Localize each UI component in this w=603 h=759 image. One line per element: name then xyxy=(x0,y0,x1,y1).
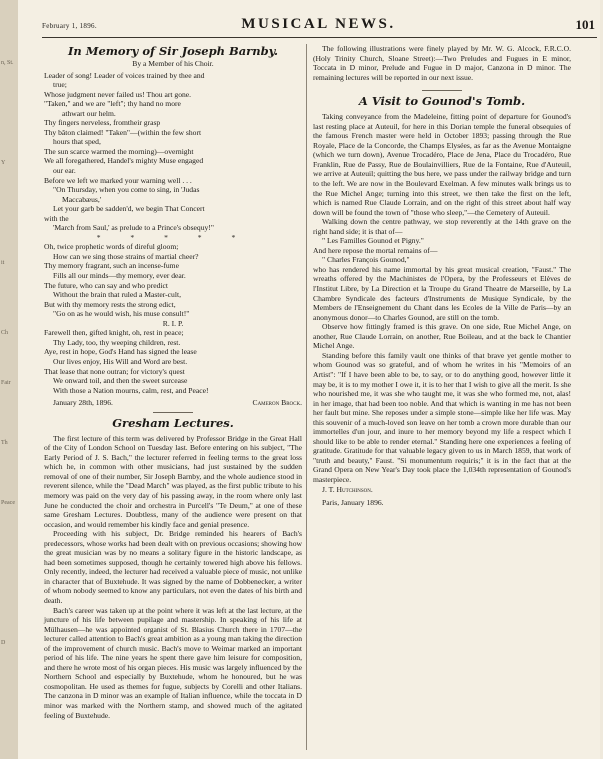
poem-line: "Taken," and we are "left"; thy hand no more xyxy=(44,99,181,109)
memoriam-byline: By a Member of his Choir. xyxy=(132,59,214,68)
poem-line: athwart our helm. xyxy=(62,108,116,118)
memoriam-heading: In Memory of Sir Joseph Barnby. xyxy=(67,44,279,58)
header-date: February 1, 1896. xyxy=(42,22,97,30)
poem-line: Whose judgment never failed us! Thou art gone. xyxy=(44,89,192,99)
gounod-paragraph: Walking down the centre pathway, we stop reverently at the 14th grave on the right hand side; it is that of— xyxy=(313,217,571,236)
poem-line: Thy memory fragrant, such an incense-fume xyxy=(44,261,179,271)
poem-line: The future, who can say and who predict xyxy=(44,280,168,290)
poem-line: We onward toil, and then the sweet surcease xyxy=(53,376,188,386)
gounod-heading: A Visit to Gounod's Tomb. xyxy=(358,94,526,109)
memoriam-signature xyxy=(44,398,302,408)
gounod-paragraph: And here repose the mortal remains of— xyxy=(313,245,438,255)
poem-line: Maccabæus,' xyxy=(62,194,102,204)
poem-line: "Go on as he would wish, his muse consult!" xyxy=(53,309,190,319)
poem-line: Let your garb be sadden'd, we begin That Concert xyxy=(53,204,205,214)
masthead-title: MUSICAL NEWS. xyxy=(241,16,396,32)
gounod-dateline: Paris, January 1896. xyxy=(322,498,384,508)
left-column xyxy=(44,44,302,720)
gresham-paragraph: The first lecture of this term was delivered by Professor Bridge in the Great Hall of the City of London School on Tuesday last. Before entering on his subject, "The Early Period of J. S. Bach," the lecturer referred in feeling terms to the great loss which he, in common with other musicians, had just sustained by the sudden removal of one of their number, Sir Joseph Barnby, and the whole audience stood in reverent silence, while the "Dead March" was played, as the first public tribute to his memory was paid on the very day of his passing away, in the room where only last June he conducted the choir and orchestra in Purcell's "Te Deum," at one of these same Gresham Lectures. Doubtless, many of the audience were present on that occasion, and would remember his kindly face and genial presence. xyxy=(44,433,302,529)
header-rule xyxy=(42,37,597,38)
gounod-quote: " Charles François Gounod," xyxy=(322,255,410,265)
poem-line: Thy Lady, too, thy weeping children, rest. xyxy=(53,337,181,347)
page-header xyxy=(42,16,595,34)
poem-line: Before we left we marked your warning well . . . xyxy=(44,175,192,185)
section-stars: * * * * * xyxy=(96,232,250,242)
gutter-fragment: Peace xyxy=(1,500,15,506)
poem-line: our ear. xyxy=(53,166,76,176)
gresham-heading: Gresham Lectures. xyxy=(112,415,234,430)
gresham-paragraph: The following illustrations were finely played by Mr. W. G. Alcock, F.R.C.O. (Holy Trinity Church, Sloane Street):—Two Preludes and Fugues in E minor, Toccata in D minor, Prelude and Fugue in D major, Canzona in D minor. The remaining lectures will be reported in our next issue. xyxy=(313,44,571,82)
poem-line: How can we sing those strains of martial cheer? xyxy=(53,251,199,261)
poem-line: Aye, rest in hope, God's Hand has signed the lease xyxy=(44,347,197,357)
gutter-fragment: Ch xyxy=(1,330,9,336)
poem-line: true; xyxy=(53,80,67,90)
gresham-paragraph: Proceeding with his subject, Dr. Bridge reminded his hearers of Bach's predecessors, whose works had been dealt with on previous occasions; showing how the great musician was by no means a solitary figure in the historic landscape, as had been sometimes supposed, though he certainly towered high above his fellows. Only recently, indeed, the lecturer had received a valuable piece of music, not unlike in character that of Buxtehude. It was signed by the name of Dobbenecker, a writer of whom nobody seemed to know any particulars, not even the dates of his birth and death. xyxy=(44,529,302,605)
rip-line: R. I. P. xyxy=(162,318,184,328)
poem-line: Thy fingers nerveless, fromtheir grasp xyxy=(44,118,161,128)
poem-line: We all foregathered, Handel's mighty Muse engaged xyxy=(44,156,204,166)
gutter-fragment: Th xyxy=(1,440,8,446)
gresham-article xyxy=(44,434,302,720)
poem-line: Oh, twice prophetic words of direful gloom; xyxy=(44,242,179,252)
column-divider xyxy=(306,44,307,750)
gutter-fragment: Fair xyxy=(1,380,11,386)
gounod-paragraph: who has rendered his name immortal by his great musical creation, "Faust." The wreaths offered by the Machinistes de l'Opera, by the Professeurs et Elèves de l'Institut Libre, by La Direction et la Troupe du Grand Theatre de Marseille, by La Chambre Syndicale des facteurs d'Instruments de Musique Syndicale, by the Members de l'Enseignement du Chant dans les Ecoles de la Ville de Paris—by an anonymous donor—to Charles Gounod, are still on the tomb. xyxy=(313,264,571,322)
gounod-quote: " Les Familles Gounod et Pigny." xyxy=(322,236,424,246)
poem-line: Leader of song! Leader of voices trained by thee and xyxy=(44,70,205,80)
page-number: 101 xyxy=(575,17,595,32)
gounod-paragraph: Observe how fittingly framed is this grave. On one side, Rue Michel Ange, on another, Rue Claude Lorrain, on another, Rue Boileau, and at the back le Chantier Michel Ange. xyxy=(313,322,571,351)
gresham-paragraph: Bach's career was taken up at the point where it was left at the last lecture, at the juncture of his life between pupilage and mastership. In speaking of his life at Mülhausen—he was appointed organist of St. Blasius Church there in 1707—the lecturer called attention to Bach's great ambition as a young man taking the direction of the improvement of church music. Bach's move to Weimar marked an important period of his life. The nine years he spent there gave him leisure for composition, and there he wrote most of his organ pieces. His music was largely influenced by the Northern School and especially by Buxtehude, whom he honoured, but he was cosmopolitan. He used as themes for fugue, subjects by Corelli and other Italians. The canzona in D minor was an example of Italian influence, while the toccata in D minor was marked with the Northern stamp, and showed much of the agitated feeling of Buxtehude. xyxy=(44,605,302,720)
poem-line: Fills all our minds—thy memory, ever dear. xyxy=(53,271,186,281)
gutter-fragment: n, St. xyxy=(1,60,14,66)
gounod-author: J. T. Hutchinson. xyxy=(322,484,373,494)
poem-line: Farewell then, gifted knight, oh, rest in peace; xyxy=(44,328,184,338)
poem-line: Without the brain that ruled a Master-cult, xyxy=(53,290,181,300)
poem-line: That lease that none outran; for victory's quest xyxy=(44,366,185,376)
right-column xyxy=(313,44,571,508)
gutter-fragment: Y xyxy=(1,160,6,166)
poem-line: Thy bâton claimed! "Taken"—(within the few short xyxy=(44,127,202,137)
poem-line: The sun scarce warmed the morning)—overnight xyxy=(44,146,194,156)
gutter-fragment: it xyxy=(1,260,5,266)
short-rule xyxy=(422,90,462,91)
poem-line: With those a Nation mourns, calm, rest, and Peace! xyxy=(53,385,209,395)
gutter-fragment: D xyxy=(1,640,6,646)
poem-line: with the xyxy=(44,213,69,223)
poem-line: "On Thursday, when you come to sing, in 'Judas xyxy=(53,185,200,195)
poem-line: hours that sped, xyxy=(53,137,101,147)
gounod-paragraph: Taking conveyance from the Madeleine, fitting point of departure for Gounod's last resting place at Auteuil, for here in this Dorian temple the funeral obsequies of the famous French master were held in October 1893; passing through the Rue Royale, Place de la Concorde, the Champs Elysées, as far as the Avenue Montaigne (which we turn down), Avenue Trocadéro, Place de Jena, Place du Trocadéro, Rue Franklin, Rue de Passy, Rue de Boulainvilliers, Rue de la Fontaine, Rue d'Auteuil, we arrive at Auteuil; quitting the bus here, we pass under the railway bridge and turn to the left. We are now in the Boulevard Exelman. A few minutes walk brings us to the Rue Michel Ange; turning into this street, we then take the first on the left, which is named Rue Claude Lorrain, and on the right of this street about half way down will be found the town of "those who sleep,"—the Cemetery of Auteuil. xyxy=(313,112,571,217)
binding-gutter xyxy=(0,0,18,759)
memoriam-date: January 28th, 1896. xyxy=(53,398,113,408)
gresham-article-continued xyxy=(313,44,571,82)
gounod-article xyxy=(313,112,571,494)
gounod-paragraph: Standing before this family vault one thinks of that brave yet gentle mother to whom Gounod was so grateful, and of whom he writes in his "Memoirs of an Artist": "If I have been able to be, to say, or to do anything good, however little it may be, it is to my mother I owe it, it is to her that I wish to give all the merit. Is she who nourished me, it was she who taught me, it was she who formed me, not, alas! in her image, that had been too noble. And that which is wanting in me has not been her fault but mine. She reposes under a simple stone—simple like her life was. May this souvenir of a much-loved son leave on her tomb a crown more durable than our immortelles d'un jour, and inure to her memory beyond my life a respect which I should like to be able to render eternal." Standing here one experiences a feeling of gratitude. Gratitude for that valuable legacy given to us in March 1859, that work of "truth and beauty," Faust. "Si monumentum requiris;" it is in the fact that at the Grand Opera on New Year's Day took place the 1,034th representation of Gounod's masterpiece. xyxy=(313,350,571,484)
poem-line: Our lives enjoy, His Will and Word are best. xyxy=(53,356,188,366)
memoriam-poem xyxy=(44,71,302,396)
poem-line: 'March from Saul,' as prelude to a Prince's obsequy!" xyxy=(53,223,214,233)
poem-line: But with thy memory rests the strong edict, xyxy=(44,299,176,309)
memoriam-author: Cameron Brock. xyxy=(252,398,302,408)
short-rule xyxy=(153,412,193,413)
